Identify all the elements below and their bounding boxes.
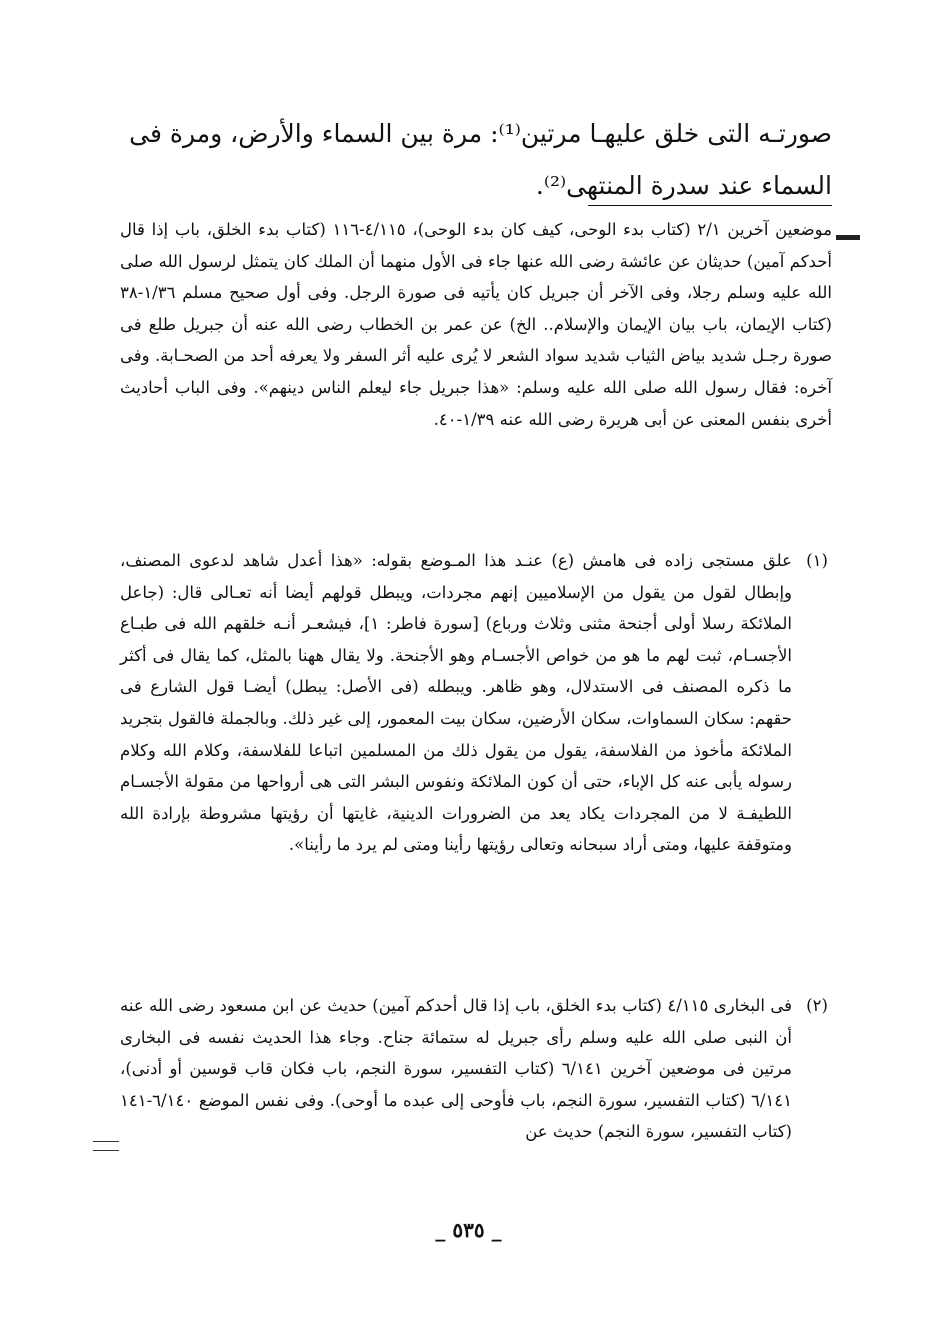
footnote-1-text: علق مستجى زاده فى هامش (ع) عنـد هذا المـوضع بقوله: «هذا أعدل شاهد لدعوى المصنف، وإبطال لقول من يقول من الإسلاميين إنهم مجردات، ويبطل قولهم أيضا أنه تعـالى قال: (جاعل الملائكة رسلا أولى أجنحة مثنى وثلاث ورباع) [سورة فاطر: ١]، فيشعـر أنـه خلقهم الله فى طبـاع الأجسـام، ثبت لهم ما هو من خواص الأجسـام وهو الأجنحة. ولا يقال ههنا بالمثل، كما يقال فى أكثر ما ذكره المصنف فى الاستدلال، وهو ظاهر. ويبطله (فى الأصل: يبطل) أيضـا قول الشارع فى حقهم: سكان السماوات، سكان الأرضين، سكان بيت المعمور، إلى غير ذلك. وبالجملة فالقول بتجريد الملائكة مأخوذ من الفلاسفة، يقول من يقول ذلك من المسلمين اتباعا للفلاسفة، وكلام الله وكلام رسوله يأبى عنه كل الإباء، حتى أن كون الملائكة ونفوس البشر التى هى أرواحها من مقولة الأجسـام اللطيفـة لا من المجردات يكاد يعد من الضرورات الدينية، غايتها أن رؤيتها مشروطة بإرادة الله ومتوقفة عليها، ومتى أراد سبحانه وتعالى رؤيتها رأينا ومتى لم يرد ما رأينا». [120, 551, 793, 855]
footnote-1-label: (١) [806, 551, 828, 570]
footnote-2 [120, 990, 792, 1148]
footnote-2-text: فى البخارى ٤/١١٥ (كتاب بدء الخلق، باب إذا قال أحدكم آمين) حديث عن ابن مسعود رضى الله عنه أن النبى صلى الله عليه وسلم رأى جبريل له ستمائة جناح. وجاء هذا الحديث نفسه فى البخارى مرتين فى موضعين آخرين ٦/١٤١ (كتاب التفسير، سورة النجم، باب فكان قاب قوسين أو أدنى)، ٦/١٤١ (كتاب التفسير، سورة النجم، باب فأوحى إلى عبده ما أوحى). وفى نفس الموضع ٦/١٤٠-١٤١ (كتاب التفسير، سورة النجم) حديث عن [120, 996, 792, 1142]
footnote-continuation-text: موضعين آخرين ٢/١ (كتاب بدء الوحى، كيف كان بدء الوحى)، ٤/١١٥-١١٦ (كتاب بدء الخلق، باب إذا قال أحدكم آمين) حديثان عن عائشة رضى الله عنها جاء فى الأول منهما أن الملك كان يتمثل لرسول الله صلى الله عليه وسلم رجلا، وفى الآخر أن جبريل كان يأتيه فى صورة الرجل. وفى أول صحيح مسلم ١/٣٦-٣٨ (كتاب الإيمان، باب بيان الإيمان والإسلام.. الخ) عن عمر بن الخطاب رضى الله عنه أن جبريل طلع فى صورة رجـل شديد بياض الثياب شديد سواد الشعر لا يُرى عليه أثر السفر ولا يعرفه أحد من الصحـابة. وفى آخره: فقال رسول الله صلى الله عليه وسلم: «هذا جبريل جاء ليعلم الناس دينهم». وفى الباب أحاديث أخرى بنفس المعنى عن أبى هريرة رضى الله عنه ١/٣٩-٤٠. [120, 220, 832, 429]
footnote-2-label: (٢) [806, 996, 828, 1015]
main-text-line-2: السماء عند سدرة المنتهى⁽²⁾. [535, 171, 832, 200]
page-number: _ ٥٣٥ _ [435, 1218, 502, 1242]
main-text [120, 108, 832, 212]
main-text-line-1: صورتـه التى خلق عليهـا مرتين⁽¹⁾: مرة بين السماء والأرض، ومرة فى [129, 119, 832, 148]
margin-dash-mark [836, 235, 860, 240]
footnote-separator [588, 205, 832, 206]
footnote-continuation [120, 214, 832, 544]
footnote-1 [120, 545, 792, 861]
margin-double-mark [93, 1141, 119, 1151]
